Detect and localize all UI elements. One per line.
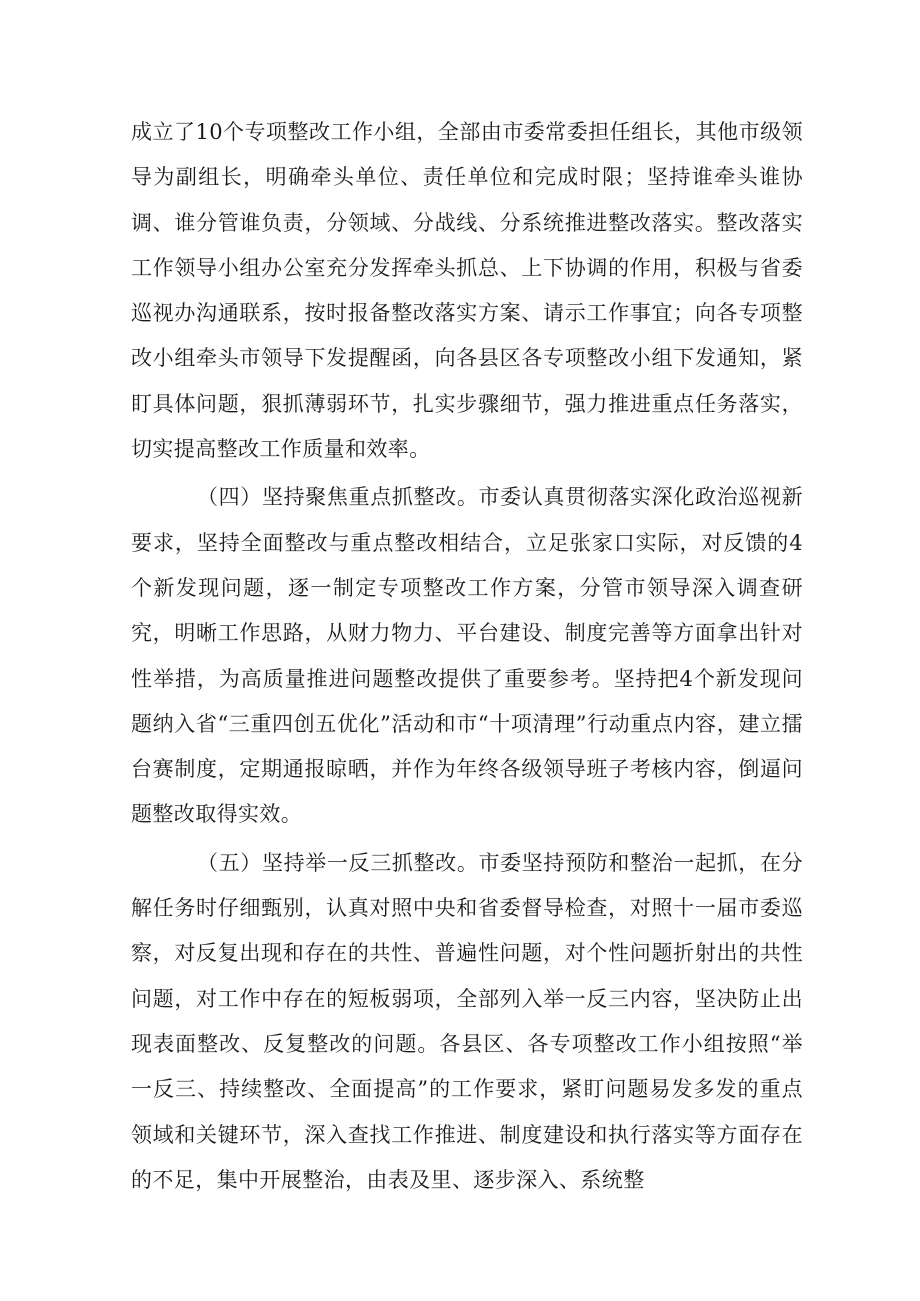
paragraph-continued: 成立了10个专项整改工作小组，全部由市委常委担任组长，其他市级领导为副组长，明确牵头单位、责任单位和完成时限；坚持谁牵头谁协调、谁分管谁负责，分领域、分战线、分系统推进整改落实。整改落实工作领导小组办公室充分发挥牵头抓总、上下协调的作用，积极与省委巡视办沟通联系，按时报备整改落实方案、请示工作事宜；向各专项整改小组牵头市领导下发提醒函，向各县区各专项整改小组下发通知，紧盯具体问题，狠抓薄弱环节，扎实步骤细节，强力推进重点任务落实，切实提高整改工作质量和效率。 xyxy=(131,120,803,462)
paragraph-section-4: （四）坚持聚焦重点抓整改。市委认真贯彻落实深化政治巡视新要求，坚持全面整改与重点整改相结合，立足张家口实际，对反馈的4个新发现问题，逐一制定专项整改工作方案，分管市领导深入调查研究，明晰工作思路，从财力物力、平台建设、制度完善等方面拿出针对性举措，为高质量推进问题整改提供了重要参考。坚持把4个新发现问题纳入省“三重四创五优化”活动和市“十项清理”行动重点内容，建立擂台赛制度，定期通报晾晒，并作为年终各级领导班子考核内容，倒逼问题整改取得实效。 xyxy=(131,485,803,827)
paragraph-section-5: （五）坚持举一反三抓整改。市委坚持预防和整治一起抓，在分解任务时仔细甄别，认真对照中央和省委督导检查，对照十一届市委巡察，对反复出现和存在的共性、普遍性问题，对个性问题折射出的共性问题，对工作中存在的短板弱项，全部列入举一反三内容，坚决防止出现表面整改、反复整改的问题。各县区、各专项整改工作小组按照“举一反三、持续整改、全面提高”的工作要求，紧盯问题易发多发的重点领域和关键环节，深入查找工作推进、制度建设和执行落实等方面存在的不足，集中开展整治，由表及里、逐步深入、系统整 xyxy=(131,850,803,1192)
document-body xyxy=(131,110,803,1203)
